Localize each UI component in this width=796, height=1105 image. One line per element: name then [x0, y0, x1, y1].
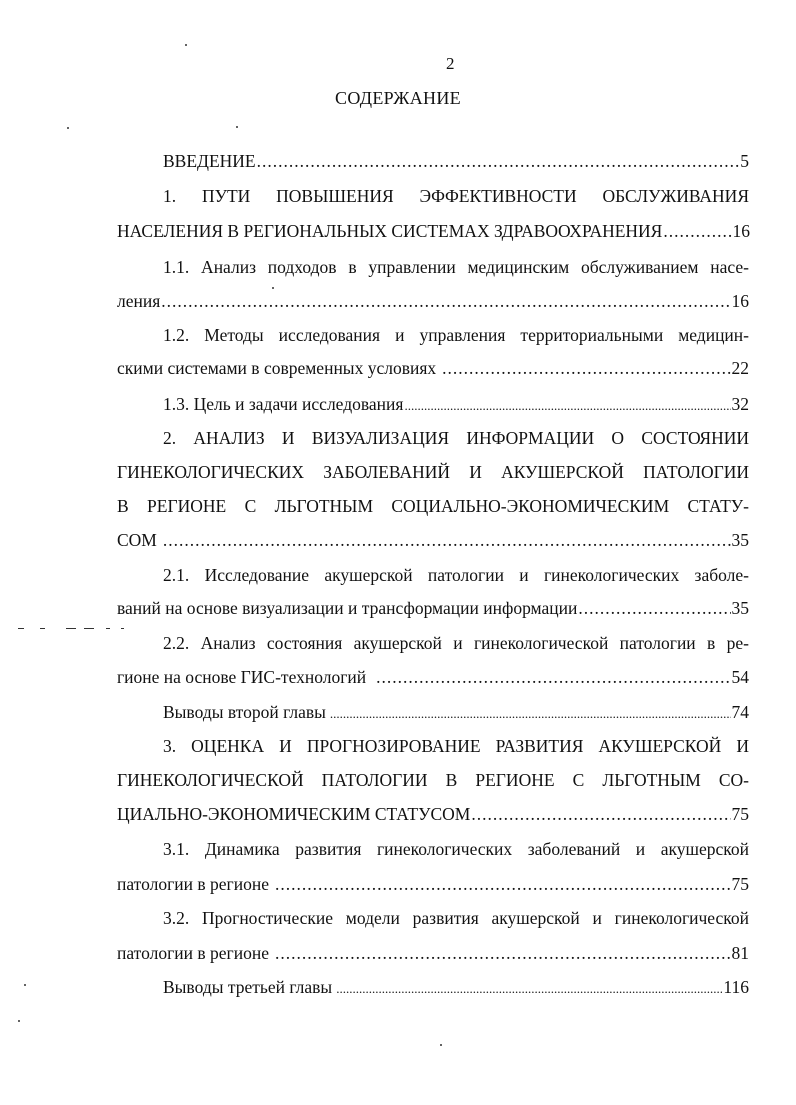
toc-entry-text-cont: СОМ — [117, 530, 157, 550]
toc-page-number: 35 — [731, 598, 749, 618]
toc-entry-text: 2.1. Исследование акушерской патологии и гинекологических заболе- — [163, 565, 749, 585]
toc-entry-text: 1.1. Анализ подходов в управлении медицинским обслуживанием насе- — [163, 257, 749, 277]
toc-entry-conclusions-2 — [163, 701, 749, 725]
toc-page-number: 116 — [723, 977, 749, 997]
toc-entry-section-1-3 — [163, 393, 749, 417]
toc-entry-text: 3.1. Динамика развития гинекологических заболеваний и акушерской — [163, 839, 749, 859]
toc-leader-dots — [336, 976, 722, 1000]
toc-page-number: 35 — [731, 530, 749, 550]
toc-entry-text-cont: скими системами в современных условиях — [117, 358, 437, 378]
toc-page-number: 75 — [731, 804, 749, 824]
toc-entry-text-cont: ления — [117, 291, 161, 311]
scan-speck — [24, 984, 26, 986]
toc-entry-text: 3.2. Прогностические модели развития акушерской и гинекологической — [163, 908, 749, 928]
toc-entry-text-cont: патологии в регионе — [117, 874, 269, 894]
page-number: 2 — [446, 54, 455, 73]
toc-entry-text: 2.2. Анализ состояния акушерской и гинекологической патологии в ре- — [163, 633, 749, 653]
toc-entry-text-cont: В РЕГИОНЕ С ЛЬГОТНЫМ СОЦИАЛЬНО-ЭКОНОМИЧЕСКИМ СТАТУ- — [117, 496, 749, 516]
scan-speck — [185, 44, 187, 46]
scan-speck — [18, 1020, 20, 1022]
toc-page-number: 32 — [731, 394, 749, 414]
toc-page-number: 22 — [731, 358, 749, 378]
scan-speck — [236, 126, 238, 128]
toc-leader-dots — [663, 220, 731, 242]
toc-leader-dots — [442, 357, 730, 379]
scan-speck — [121, 628, 124, 629]
toc-entry-text-cont: патологии в регионе — [117, 943, 269, 963]
toc-entry-introduction — [163, 150, 749, 172]
toc-page-number: 74 — [731, 702, 749, 722]
toc-entry-text-cont: ваний на основе визуализации и трансформации информации — [117, 598, 578, 618]
scan-speck — [106, 628, 110, 629]
toc-entry-text-cont: ЦИАЛЬНО-ЭКОНОМИЧЕСКИМ СТАТУСОМ — [117, 804, 471, 824]
toc-page-number: 16 — [732, 221, 750, 241]
toc-leader-dots — [330, 701, 731, 725]
scan-speck — [18, 628, 24, 629]
toc-entry-text-cont: ГИНЕКОЛОГИЧЕСКОЙ ПАТОЛОГИИ В РЕГИОНЕ С ЛЬГОТНЫМ СО- — [117, 770, 749, 790]
toc-entry-text: 3. ОЦЕНКА И ПРОГНОЗИРОВАНИЕ РАЗВИТИЯ АКУШЕРСКОЙ И — [163, 736, 749, 756]
toc-leader-dots — [257, 150, 740, 172]
scan-speck — [40, 628, 45, 629]
toc-leader-dots — [275, 942, 731, 964]
toc-entry-text: 1.3. Цель и задачи исследования — [163, 394, 404, 414]
toc-entry-text-cont: НАСЕЛЕНИЯ В РЕГИОНАЛЬНЫХ СИСТЕМАХ ЗДРАВООХРАНЕНИЯ — [117, 221, 663, 241]
toc-leader-dots — [471, 803, 730, 825]
toc-page-number: 5 — [740, 151, 749, 171]
toc-entry-text: Выводы третьей главы — [163, 977, 333, 997]
toc-leader-dots — [275, 873, 731, 895]
toc-entry-text-cont: гионе на основе ГИС-технологий — [117, 667, 367, 687]
toc-entry-text: 1. ПУТИ ПОВЫШЕНИЯ ЭФФЕКТИВНОСТИ ОБСЛУЖИВАНИЯ — [163, 186, 749, 206]
toc-entry-text: 1.2. Методы исследования и управления территориальными медицин- — [163, 325, 749, 345]
toc-entry-text: ВВЕДЕНИЕ — [163, 151, 256, 171]
toc-page-number: 75 — [731, 874, 749, 894]
toc-leader-dots — [578, 597, 730, 619]
toc-entry-conclusions-3 — [163, 976, 749, 1000]
toc-leader-dots — [161, 290, 730, 312]
page-title: СОДЕРЖАНИЕ — [335, 88, 461, 108]
toc-page-number: 81 — [731, 943, 749, 963]
scan-speck — [272, 287, 274, 289]
toc-page-number: 54 — [731, 667, 749, 687]
toc-leader-dots — [376, 666, 730, 688]
scan-speck — [440, 1044, 442, 1046]
toc-entry-text: 2. АНАЛИЗ И ВИЗУАЛИЗАЦИЯ ИНФОРМАЦИИ О СОСТОЯНИИ — [163, 428, 749, 448]
toc-leader-dots — [404, 393, 730, 417]
scan-speck — [67, 127, 69, 129]
toc-entry-text: Выводы второй главы — [163, 702, 326, 722]
toc-leader-dots — [163, 529, 731, 551]
scan-speck — [84, 628, 94, 629]
toc-entry-text-cont: ГИНЕКОЛОГИЧЕСКИХ ЗАБОЛЕВАНИЙ И АКУШЕРСКОЙ ПАТОЛОГИИ — [117, 462, 749, 482]
toc-page-number: 16 — [731, 291, 749, 311]
scan-speck — [66, 628, 76, 629]
